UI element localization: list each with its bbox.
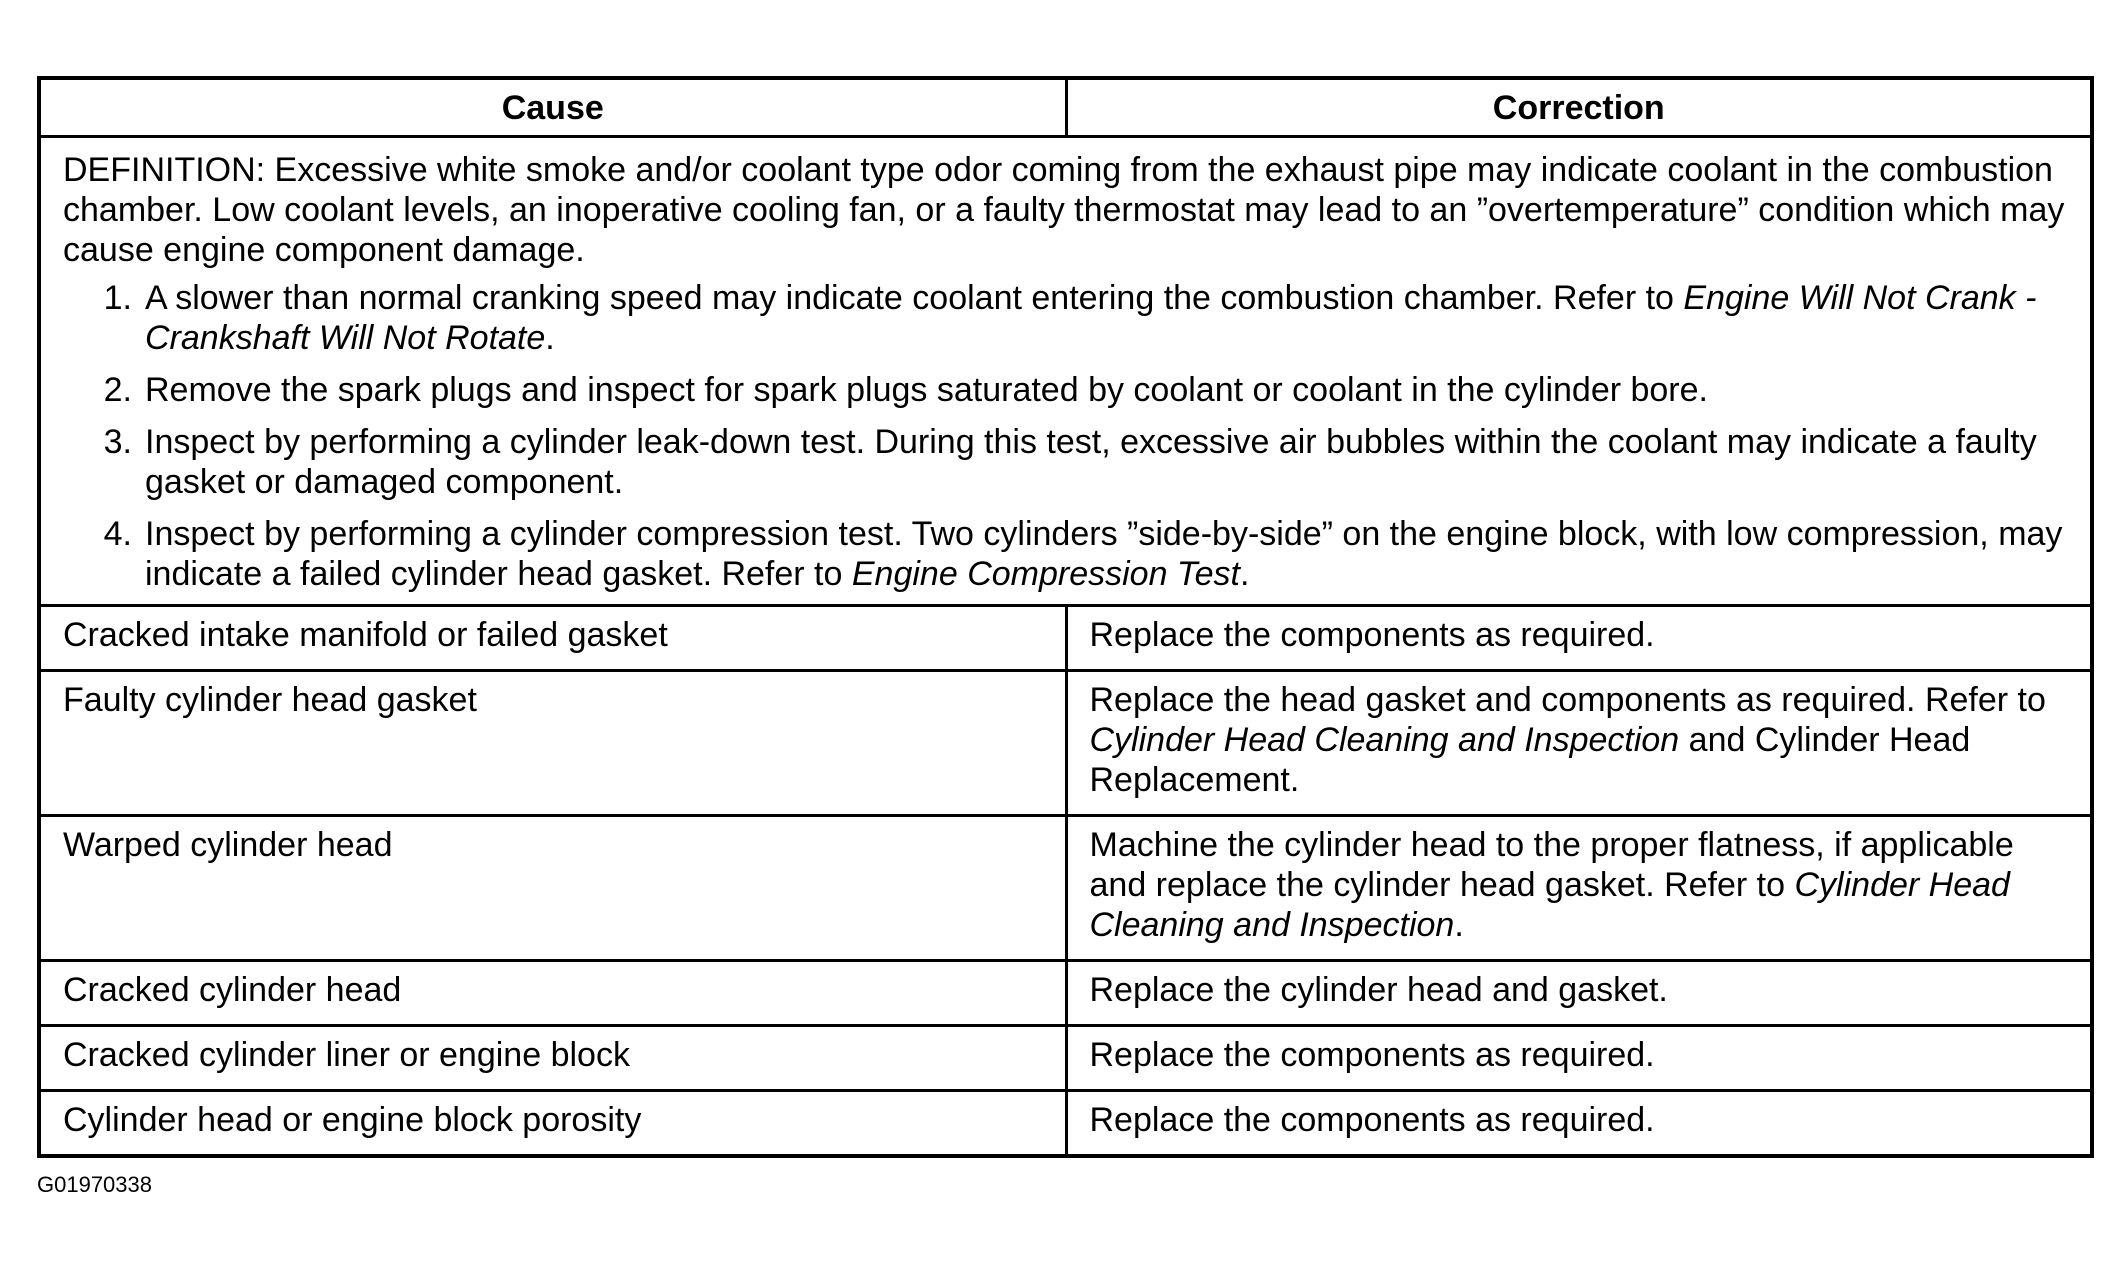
table-row (39, 1091, 2092, 1157)
correction-cell (1066, 816, 2092, 961)
step-number: 3. (103, 423, 132, 461)
table-row (39, 606, 2092, 671)
step-text (145, 278, 2074, 358)
correction-reference: Cylinder Head Cleaning and Inspection (1089, 721, 1680, 759)
table-row (39, 961, 2092, 1026)
cause-header: Cause (39, 78, 1066, 137)
correction-end: . (1454, 906, 1464, 944)
correction-text: Machine the cylinder head to the proper flatness, if applicable and replace the cylinder head gasket. Refer to (1089, 826, 2014, 904)
correction-cell: Replace the components as required. (1066, 606, 2092, 671)
step-reference: Engine Will Not Crank - Crankshaft Will Not Rotate (145, 279, 2037, 357)
correction-cell: Replace the components as required. (1066, 1091, 2092, 1157)
header-row (39, 78, 2092, 137)
step-end: . (545, 319, 555, 357)
step-text: Remove the spark plugs and inspect for spark plugs saturated by coolant or coolant in the cylinder bore. (145, 371, 1708, 409)
step-reference: Engine Compression Test (851, 555, 1240, 593)
cause-cell: Warped cylinder head (39, 816, 1066, 961)
step-item (63, 422, 2074, 502)
definition-text: DEFINITION: Excessive white smoke and/or coolant type odor coming from the exhaust pipe may indicate coolant in the combustion chamber. Low coolant levels, an inoperative cooling fan, or a faulty thermostat may lead to an ”overtemperature” condition which may cause engine component damage. (63, 151, 2065, 269)
correction-cell: Replace the components as required. (1066, 1026, 2092, 1091)
step-end: . (1239, 555, 1250, 593)
step-item (63, 514, 2074, 594)
correction-cell (1066, 671, 2092, 816)
correction-reference: Cylinder Head Cleaning and Inspection (1089, 866, 2010, 944)
diagnostic-table (37, 76, 2094, 1158)
correction-cell: Replace the cylinder head and gasket. (1066, 961, 2092, 1026)
step-item (63, 370, 2074, 410)
cause-cell: Cracked intake manifold or failed gasket (39, 606, 1066, 671)
step-item (63, 278, 2074, 358)
step-text (145, 514, 2074, 594)
figure-id: G01970338 (37, 1172, 152, 1197)
step-body-text: Inspect by performing a cylinder compression test. Two cylinders ”side-by-side” on the engine block, with low compression, may indicate a failed cylinder head gasket. Refer to (145, 515, 2063, 593)
table-row (39, 671, 2092, 816)
correction-end: and Cylinder Head Replacement. (1089, 721, 1971, 799)
step-number: 1. (103, 279, 132, 317)
definition-row (39, 137, 2092, 606)
table-row (39, 1026, 2092, 1091)
step-number: 2. (103, 371, 132, 409)
step-number: 4. (103, 515, 132, 553)
diagnostic-steps (63, 278, 2074, 594)
correction-text: Replace the head gasket and components as required. Refer to (1089, 681, 2046, 719)
cause-cell: Cracked cylinder head (39, 961, 1066, 1026)
cause-cell: Cylinder head or engine block porosity (39, 1091, 1066, 1157)
cause-cell: Cracked cylinder liner or engine block (39, 1026, 1066, 1091)
step-body-text: A slower than normal cranking speed may indicate coolant entering the combustion chamber. Refer to (145, 279, 1684, 317)
table-row (39, 816, 2092, 961)
step-text: Inspect by performing a cylinder leak-down test. During this test, excessive air bubbles within the coolant may indicate a faulty gasket or damaged component. (145, 423, 2037, 501)
cause-cell: Faulty cylinder head gasket (39, 671, 1066, 816)
correction-header: Correction (1066, 78, 2092, 137)
definition-cell (39, 137, 2092, 606)
